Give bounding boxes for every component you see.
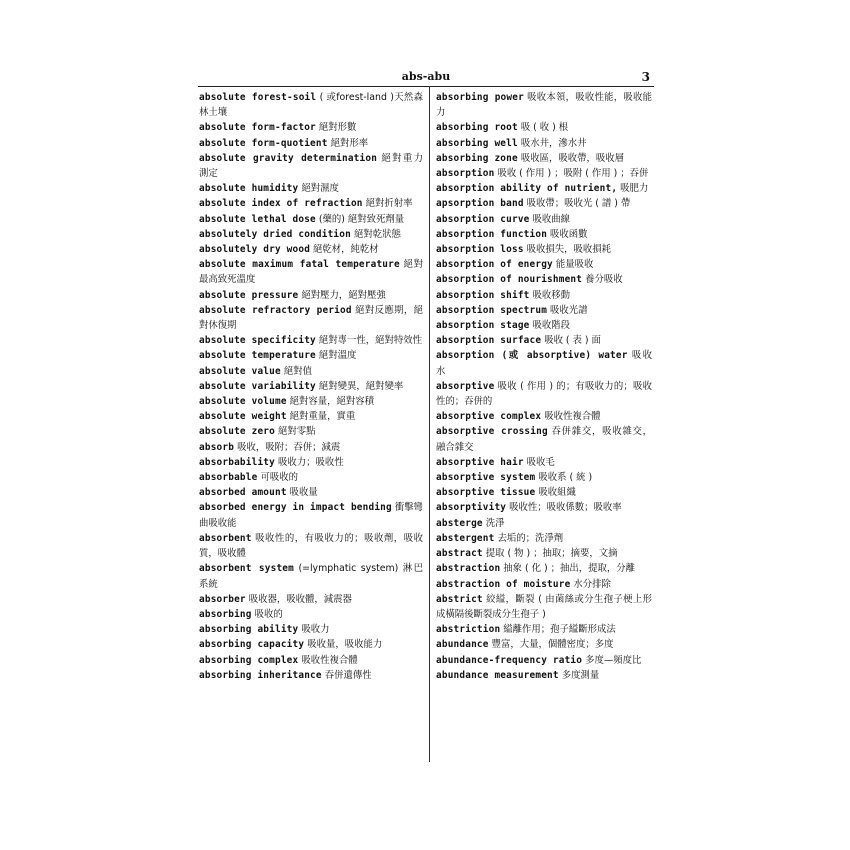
entry-definition: 絕對溫度 bbox=[318, 350, 357, 362]
entry-term: absolute weight bbox=[199, 411, 287, 423]
dictionary-entry bbox=[199, 440, 423, 455]
entry-term: absorption function bbox=[436, 228, 548, 240]
dictionary-entry bbox=[436, 90, 652, 120]
entry-term: absolute temperature bbox=[199, 350, 316, 362]
entry-definition: 抽象 ( 化 ) ；抽出，提取，分離 bbox=[503, 563, 636, 575]
entry-definition: 絞縊，斷裂 ( 由菌絲或分生孢子梗上形成橫隔後斷裂成分生孢子 ) bbox=[436, 593, 653, 620]
entry-term: absolute maximum fatal temperature bbox=[199, 259, 400, 271]
entry-term: absolute form-factor bbox=[199, 122, 316, 134]
dictionary-entry bbox=[436, 288, 652, 303]
page-number: 3 bbox=[641, 70, 650, 84]
dictionary-entry bbox=[199, 394, 423, 409]
entry-term: absorptive complex bbox=[436, 411, 542, 423]
dictionary-entry bbox=[436, 470, 652, 485]
dictionary-entry bbox=[436, 318, 652, 333]
entry-definition: 吸收性；吸收係數；吸收率 bbox=[509, 502, 622, 514]
entry-definition: 吸收系 ( 統 ) bbox=[538, 472, 593, 484]
entry-definition: 吸收，吸附；吞併；減震 bbox=[237, 441, 341, 453]
entry-definition: 吸收區，吸收帶，吸收層 bbox=[520, 152, 624, 164]
dictionary-entry bbox=[436, 561, 652, 576]
entry-definition: 吸收階段 bbox=[532, 320, 571, 332]
entry-definition: 吸收移動 bbox=[532, 289, 571, 301]
entry-definition: 水分排除 bbox=[573, 578, 611, 590]
entry-definition: 養分吸收 bbox=[585, 274, 623, 286]
entry-term: absorbing well bbox=[436, 137, 518, 149]
entry-term: absorbable bbox=[199, 472, 258, 484]
dictionary-entry bbox=[436, 272, 652, 287]
entry-definition: 絕乾材，純乾材 bbox=[313, 244, 379, 256]
entry-term: absorber bbox=[199, 593, 246, 605]
entry-definition: 多度測量 bbox=[561, 669, 600, 681]
dictionary-entry bbox=[199, 90, 423, 120]
entry-term: absorptivity bbox=[436, 502, 507, 514]
entry-definition: 絕對變異，絕對變率 bbox=[318, 380, 404, 392]
dictionary-entry bbox=[436, 120, 652, 135]
entry-definition: 吸收組織 bbox=[538, 487, 576, 499]
entry-term: abstergent bbox=[436, 532, 495, 544]
dictionary-entry bbox=[436, 485, 652, 500]
entry-term: abstraction of moisture bbox=[436, 578, 571, 590]
entry-definition: 吸收光譜 bbox=[550, 304, 588, 316]
dictionary-entry bbox=[199, 348, 423, 363]
dictionary-entry bbox=[436, 546, 652, 561]
dictionary-entry bbox=[436, 136, 652, 151]
dictionary-entry bbox=[436, 668, 652, 683]
page-header-title: abs-abu bbox=[401, 70, 451, 83]
dictionary-entry bbox=[436, 637, 652, 652]
entry-definition: 吞併雜交，吸收雜交，融合雜交 bbox=[436, 426, 652, 453]
entry-term: abundance-frequency ratio bbox=[436, 654, 583, 666]
dictionary-entry bbox=[436, 151, 652, 166]
entry-definition: 吸收本領，吸收性能，吸收能力 bbox=[436, 92, 652, 119]
entry-definition: 絕對形率 bbox=[330, 137, 369, 149]
entry-term: abundance measurement bbox=[436, 669, 559, 681]
dictionary-entry bbox=[199, 120, 423, 135]
dictionary-entry bbox=[199, 196, 423, 211]
entry-definition: 提取 ( 物 ) ；抽取；摘要，文摘 bbox=[485, 548, 618, 560]
entry-term: absolute form-quotient bbox=[199, 137, 328, 149]
entry-definition: 吸收的 bbox=[254, 608, 283, 620]
entry-term: absorptive tissue bbox=[436, 487, 536, 499]
dictionary-entry bbox=[199, 455, 423, 470]
entry-term: absolute humidity bbox=[199, 183, 299, 195]
entry-term: absolutely dried condition bbox=[199, 228, 351, 240]
entry-term: apsorption band bbox=[436, 198, 524, 210]
entry-term: abstract bbox=[436, 548, 483, 560]
dictionary-entry bbox=[199, 151, 423, 181]
entry-definition: 可吸收的 bbox=[260, 472, 298, 484]
entry-definition: 縊離作用；孢子縊斷形成法 bbox=[503, 624, 616, 636]
dictionary-entry bbox=[199, 531, 423, 561]
entry-definition: 絕對容量，絕對容積 bbox=[289, 396, 375, 408]
entry-term: absorbing zone bbox=[436, 152, 518, 164]
entry-term: absorption (或 absorptive) water bbox=[436, 350, 628, 362]
entry-definition: 吸收性複合體 bbox=[301, 654, 358, 666]
entry-definition: 洗淨 bbox=[485, 517, 505, 529]
entry-term: abstraction bbox=[436, 563, 501, 575]
dictionary-entry bbox=[199, 561, 423, 591]
entry-term: absorbing bbox=[199, 608, 252, 620]
dictionary-entry bbox=[199, 288, 423, 303]
right-column bbox=[436, 90, 652, 683]
entry-term: absorption shift bbox=[436, 289, 530, 301]
entry-term: absolutely dry wood bbox=[199, 244, 311, 256]
entry-term: absorbing complex bbox=[199, 654, 299, 666]
entry-term: absorbing ability bbox=[199, 624, 299, 636]
left-column bbox=[199, 90, 423, 683]
dictionary-entry bbox=[199, 637, 423, 652]
entry-definition: 絕對重力測定 bbox=[199, 152, 423, 180]
entry-definition: 吸收 ( 表 ) 面 bbox=[544, 335, 601, 347]
entry-definition: 吞併遺傳性 bbox=[324, 669, 372, 681]
dictionary-entry bbox=[436, 181, 652, 196]
entry-definition: ( 或forest-land )天然森林土壤 bbox=[199, 92, 424, 119]
entry-term: absorbent bbox=[199, 532, 252, 544]
dictionary-entry bbox=[199, 257, 423, 287]
dictionary-entry bbox=[436, 424, 652, 454]
dictionary-entry bbox=[436, 303, 652, 318]
dictionary-entry bbox=[199, 500, 423, 530]
dictionary-entry bbox=[199, 227, 423, 242]
entry-definition: 吸收量，吸收能力 bbox=[307, 639, 383, 651]
dictionary-entry bbox=[199, 364, 423, 379]
entry-term: absolute volume bbox=[199, 396, 287, 408]
entry-definition: 多度—頻度比 bbox=[585, 654, 642, 666]
dictionary-entry bbox=[199, 333, 423, 348]
dictionary-entry bbox=[436, 348, 652, 378]
entry-term: absorbed energy in impact bending bbox=[199, 502, 392, 514]
entry-term: absorption stage bbox=[436, 320, 530, 332]
entry-definition: 絕對值 bbox=[283, 365, 312, 377]
dictionary-entry bbox=[199, 653, 423, 668]
entry-definition: 吸收性複合體 bbox=[544, 411, 601, 423]
entry-term: absorption spectrum bbox=[436, 304, 548, 316]
entry-term: absorption curve bbox=[436, 213, 530, 225]
entry-definition: 吸肥力 bbox=[620, 183, 649, 195]
entry-term: absolute lethal dose bbox=[199, 213, 316, 225]
entry-definition: 絕對乾狀態 bbox=[353, 228, 401, 240]
dictionary-entry bbox=[199, 668, 423, 683]
entry-definition: 絕對專一性，絕對特效性 bbox=[318, 335, 423, 347]
dictionary-entry bbox=[436, 500, 652, 515]
dictionary-entry bbox=[436, 242, 652, 257]
dictionary-entry bbox=[199, 424, 423, 439]
dictionary-entry bbox=[199, 607, 423, 622]
entry-definition: 吸收水 bbox=[436, 350, 652, 377]
entry-term: abundance bbox=[436, 639, 489, 651]
dictionary-entry bbox=[436, 409, 652, 424]
dictionary-entry bbox=[436, 166, 652, 181]
entry-definition: 去垢的；洗淨劑 bbox=[497, 532, 564, 544]
entry-definition: 絕對反應期，絕對休復期 bbox=[199, 304, 424, 332]
entry-term: absterge bbox=[436, 517, 483, 529]
dictionary-entry bbox=[199, 470, 423, 485]
dictionary-entry bbox=[199, 379, 423, 394]
entry-term: absorbing capacity bbox=[199, 639, 305, 651]
entry-term: absorption surface bbox=[436, 335, 542, 347]
entry-definition: 吸收性的，有吸收力的；吸收劑，吸收質，吸收體 bbox=[199, 532, 423, 560]
entry-definition: 絕對折射率 bbox=[365, 198, 413, 210]
dictionary-entry bbox=[199, 242, 423, 257]
dictionary-entry bbox=[199, 409, 423, 424]
dictionary-entry bbox=[436, 531, 652, 546]
entry-definition: 吸收量 bbox=[289, 487, 318, 499]
entry-term: absorption bbox=[436, 168, 495, 180]
page-header bbox=[198, 70, 654, 86]
dictionary-entry bbox=[436, 653, 652, 668]
entry-definition: 吸收曲線 bbox=[532, 213, 571, 225]
dictionary-entry bbox=[436, 379, 652, 409]
entry-definition: 吸收毛 bbox=[526, 456, 555, 468]
header-rule bbox=[198, 86, 654, 87]
dictionary-entry bbox=[199, 592, 423, 607]
entry-definition: 豐富，大量，個體密度；多度 bbox=[491, 639, 614, 651]
entry-definition: 吸收力；吸收性 bbox=[277, 456, 344, 468]
entry-term: absolute gravity determination bbox=[199, 152, 378, 164]
entry-term: absorption of nourishment bbox=[436, 274, 583, 286]
entry-term: absorbability bbox=[199, 456, 275, 468]
entry-definition: 絕對重量，實重 bbox=[289, 411, 356, 423]
entry-definition: 能量吸收 bbox=[555, 259, 594, 271]
entry-term: absorptive bbox=[436, 380, 495, 392]
entry-definition: 吸 ( 收 ) 根 bbox=[520, 122, 569, 134]
entry-term: absorption loss bbox=[436, 244, 524, 256]
entry-definition: 吸收函數 bbox=[550, 228, 588, 240]
entry-term: absorptive crossing bbox=[436, 426, 548, 438]
entry-definition: 絕對形數 bbox=[318, 122, 357, 134]
entry-term: absorbing power bbox=[436, 92, 524, 103]
dictionary-entry bbox=[199, 485, 423, 500]
entry-definition: 吸收損失，吸收損耗 bbox=[526, 244, 612, 256]
entry-definition: 吸收 ( 作用 ) 的；有吸收力的；吸收性的；吞併的 bbox=[436, 380, 652, 408]
entry-term: absorptive hair bbox=[436, 456, 524, 468]
entry-definition: 吸收力 bbox=[301, 624, 330, 636]
dictionary-entry bbox=[436, 455, 652, 470]
dictionary-entry bbox=[199, 303, 423, 333]
entry-term: abstriction bbox=[436, 624, 501, 636]
dictionary-entry bbox=[436, 333, 652, 348]
entry-term: absorbent system bbox=[199, 563, 294, 575]
entry-term: absorbing root bbox=[436, 122, 518, 134]
dictionary-entry bbox=[436, 577, 652, 592]
entry-term: absolute refractory period bbox=[199, 304, 352, 316]
entry-definition: 絕對濕度 bbox=[301, 183, 339, 195]
entry-term: absorption of energy bbox=[436, 259, 553, 271]
entry-definition: (=lymphatic system) 淋巴系統 bbox=[199, 563, 423, 590]
entry-definition: 吸收 ( 作用 ) ；吸附 ( 作用 ) ；吞併 bbox=[497, 168, 649, 180]
entry-term: absolute variability bbox=[199, 380, 316, 392]
dictionary-entry bbox=[436, 227, 652, 242]
entry-term: absolute index of refraction bbox=[199, 198, 363, 210]
dictionary-entry bbox=[199, 181, 423, 196]
dictionary-entry bbox=[436, 196, 652, 211]
dictionary-entry bbox=[436, 516, 652, 531]
dictionary-entry bbox=[436, 212, 652, 227]
entry-definition: 吸收器，吸收體，減震器 bbox=[248, 593, 352, 605]
entry-term: absolute value bbox=[199, 365, 281, 377]
entry-term: absolute zero bbox=[199, 426, 275, 438]
entry-definition: 絕對壓力，絕對壓強 bbox=[301, 289, 386, 301]
entry-term: absolute pressure bbox=[199, 289, 299, 301]
entry-term: absolute specificity bbox=[199, 335, 316, 347]
column-divider bbox=[429, 86, 430, 762]
entry-term: absorb bbox=[199, 441, 235, 453]
entry-definition: 吸水井，滲水井 bbox=[520, 137, 587, 149]
entry-definition: 吸收帶；吸收光 ( 譜 ) 帶 bbox=[526, 198, 631, 210]
dictionary-entry bbox=[199, 212, 423, 227]
entry-term: absorbed amount bbox=[199, 487, 287, 499]
dictionary-entry bbox=[199, 136, 423, 151]
entry-term: absorbing inheritance bbox=[199, 669, 322, 681]
dictionary-entry bbox=[199, 622, 423, 637]
entry-definition: (藥的) 絕對致死劑量 bbox=[318, 213, 405, 225]
dictionary-entry bbox=[436, 257, 652, 272]
dictionary-entry bbox=[436, 592, 652, 622]
entry-term: absorption ability of nutrient, bbox=[436, 183, 618, 195]
dictionary-entry bbox=[436, 622, 652, 637]
entry-term: abstrict bbox=[436, 593, 483, 605]
entry-definition: 衝擊彎曲吸收能 bbox=[199, 502, 423, 529]
entry-definition: 絕對零點 bbox=[277, 426, 316, 438]
entry-definition: 絕對最高致死溫度 bbox=[199, 259, 423, 286]
entry-term: absorptive system bbox=[436, 472, 536, 484]
entry-term: absolute forest-soil bbox=[199, 92, 317, 103]
